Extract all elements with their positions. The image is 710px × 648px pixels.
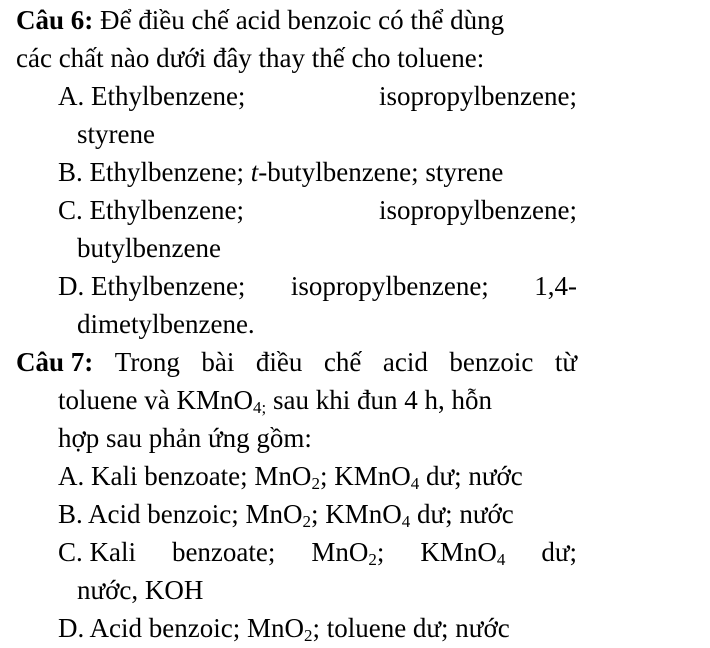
question-6-stem: Để điều chế acid benzoic có thể dùng (100, 5, 505, 35)
q6-option-b-italic: t (250, 157, 259, 187)
q6-option-c (58, 197, 577, 224)
question-7-word: bài (201, 347, 235, 377)
q7-option-b-text: ; KMnO (310, 499, 402, 529)
question-6-line-1 (16, 7, 504, 34)
q7-option-d-text: D. Acid benzoic; MnO (58, 613, 304, 643)
q7-option-c-formula (420, 537, 506, 569)
subscript: 4; (252, 398, 267, 417)
question-7-word: chế (323, 347, 362, 377)
q7-option-a-text: ; KMnO (319, 461, 411, 491)
question-7-line-2 (58, 385, 577, 417)
q7-option-a-text: A. Kali benzoate; MnO (58, 461, 312, 491)
q6-option-a (58, 83, 577, 110)
q6-option-b-text: -butylbenzene; styrene (258, 157, 504, 187)
q7-option-b-text: dư; nước (410, 499, 514, 529)
q6-option-a-text: A. Ethylbenzene; (58, 81, 246, 111)
q7-option-c-formula (311, 537, 385, 569)
q6-option-c-continuation: butylbenzene (77, 233, 221, 263)
question-7-line-3: hợp sau phản ứng gồm: (58, 423, 312, 453)
subscript: 4 (496, 550, 506, 569)
q6-option-d-text: 1,4- (534, 271, 577, 301)
subscript: 2 (302, 512, 311, 531)
subscript: 2 (311, 474, 320, 493)
q7-option-c-text: C. Kali (58, 537, 136, 567)
q6-option-b-text: B. Ethylbenzene; (58, 157, 251, 187)
question-7-label: Câu 7: (16, 347, 94, 377)
question-7-word: acid (382, 347, 428, 377)
q6-option-d (58, 273, 577, 300)
q6-option-d-text: D. Ethylbenzene; (58, 271, 246, 301)
q6-option-a-continuation: styrene (77, 119, 155, 149)
q7-option-a-text: dư; nước (419, 461, 523, 491)
q6-option-a-text: isopropylbenzene; (379, 81, 577, 111)
q7-option-c-text: benzoate; (171, 537, 276, 567)
question-6-label: Câu 6: (16, 5, 94, 35)
q7-option-d (58, 613, 510, 645)
question-7-word: benzoic (449, 347, 534, 377)
question-7-line-1 (16, 349, 577, 376)
q7-option-a (58, 461, 523, 493)
q7-option-c-text: dư; (541, 537, 577, 567)
q6-option-d-continuation: dimetylbenzene. (77, 309, 255, 339)
q7-option-c-text: MnO (311, 537, 369, 567)
q7-option-c-text: ; (376, 537, 385, 567)
q7-option-b (58, 499, 514, 531)
subscript: 2 (303, 626, 313, 645)
q7-option-c (58, 537, 577, 569)
q6-option-c-text: isopropylbenzene; (379, 195, 577, 225)
question-6-line-2: các chất nào dưới đây thay thế cho toluene: (16, 43, 485, 73)
subscript: 4 (410, 474, 420, 493)
q7-option-c-text: KMnO (420, 537, 497, 567)
question-7-text: sau khi đun 4 h, hỗn (266, 385, 492, 415)
q7-option-b-text: B. Acid benzoic; MnO (58, 499, 303, 529)
question-7-word: Trong (114, 347, 180, 377)
q6-option-b (58, 159, 503, 186)
q7-option-c-continuation: nước, KOH (77, 575, 204, 605)
question-7-word: điều (255, 347, 303, 377)
question-7-word: từ (554, 347, 577, 377)
subscript: 2 (368, 550, 377, 569)
q6-option-c-text: C. Ethylbenzene; (58, 195, 244, 225)
subscript: 4 (401, 512, 411, 531)
q6-option-d-text: isopropylbenzene; (290, 271, 489, 301)
question-7-text: toluene và KMnO (58, 385, 253, 415)
q7-option-d-text: ; toluene dư; nước (312, 613, 510, 643)
